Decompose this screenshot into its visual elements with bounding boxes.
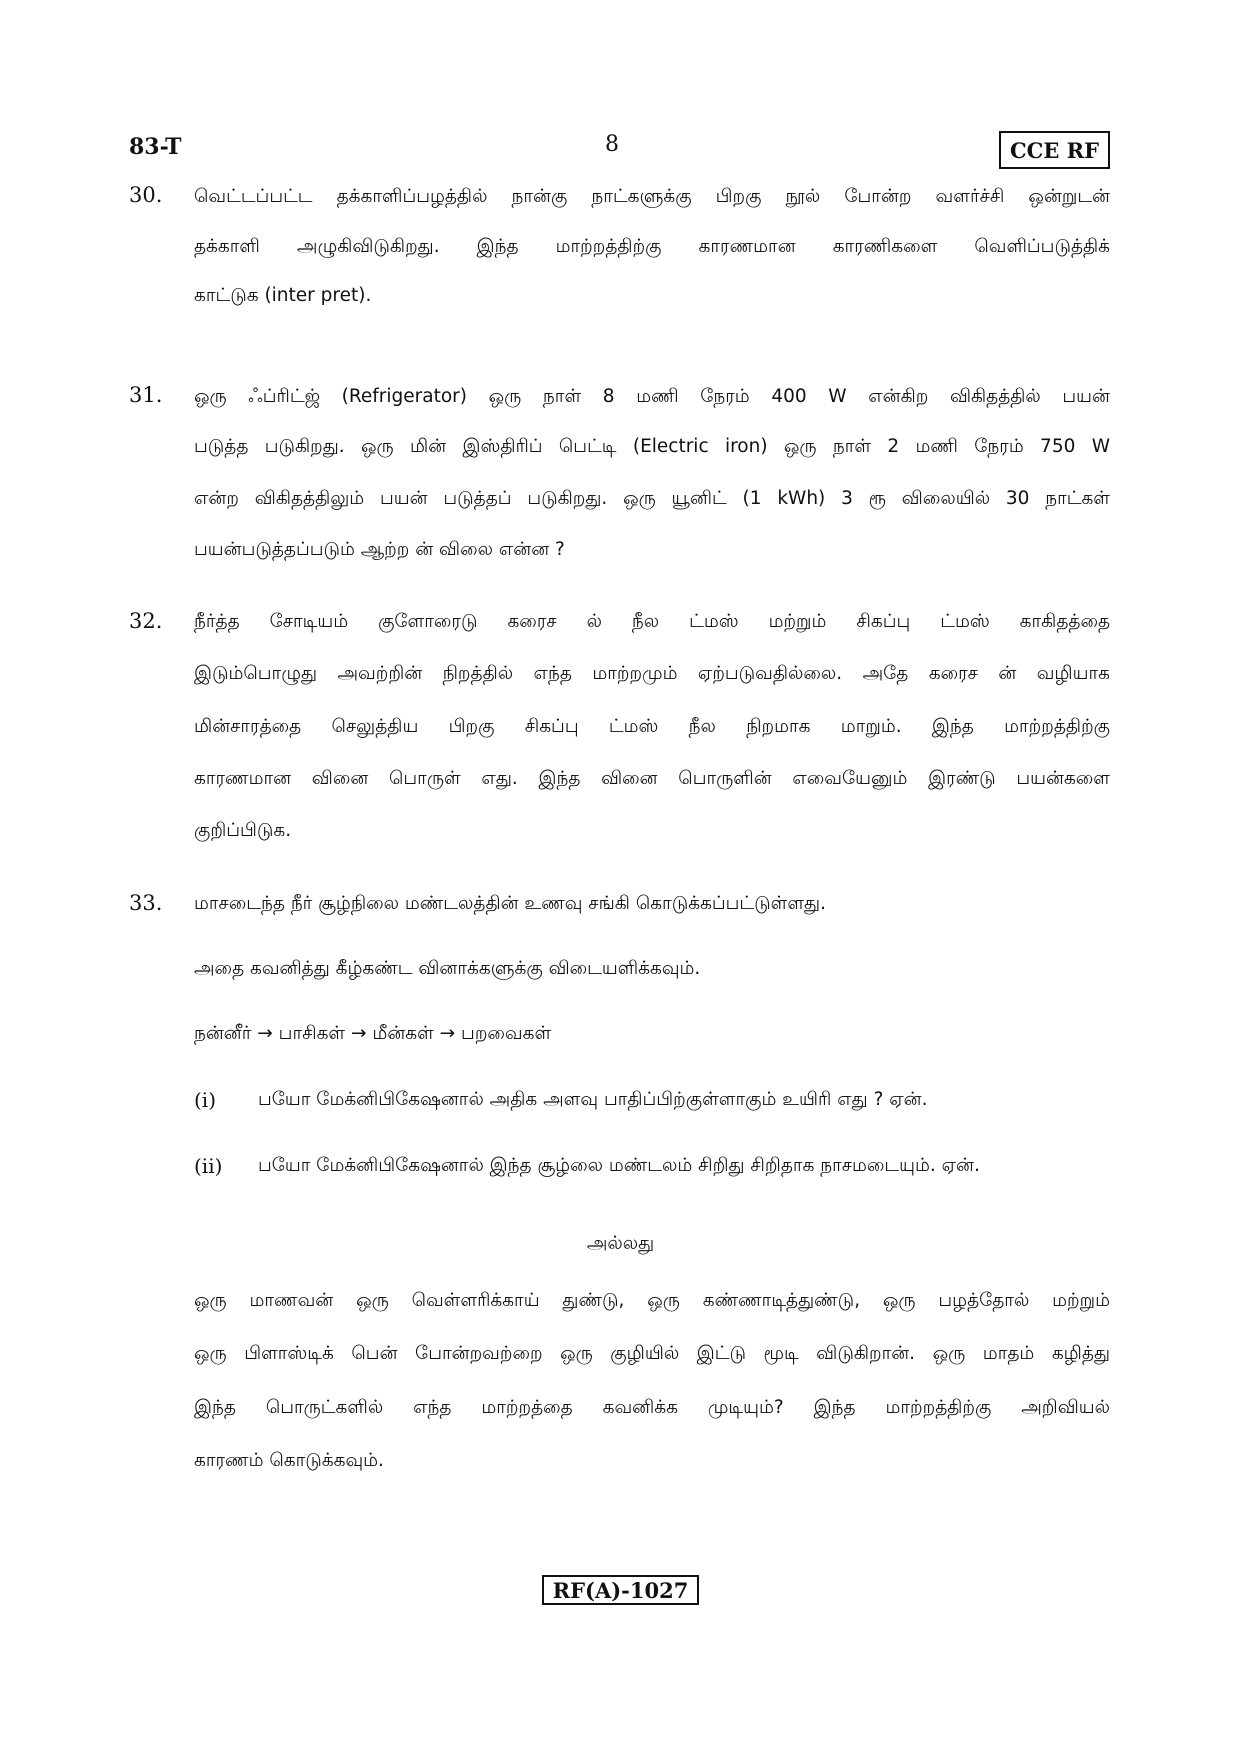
question-31-line-4: பயன்படுத்தப்படும் ஆற்ற ன் விலை என்ன ?	[194, 539, 565, 560]
alternative-line-1: ஒரு மாணவன் ஒரு வெள்ளரிக்காய் துண்டு, ஒரு கண்ணாடித்துண்டு, ஒரு பழத்தோல் மற்றும்	[194, 1290, 1110, 1311]
page-number: 8	[605, 132, 619, 157]
question-31-line-1: ஒரு ஃப்ரிட்ஜ் (Refrigerator) ஒரு நாள் 8 மணி நேரம் 400 W என்கிற விகிதத்தில் பயன்	[194, 386, 1110, 407]
question-30-line-1: வெட்டப்பட்ட தக்காளிப்பழத்தில் நான்கு நாட்களுக்கு பிறகு நூல் போன்ற வளர்ச்சி ஒன்றுடன்	[194, 186, 1110, 207]
question-31-number: 31.	[129, 383, 163, 407]
exam-tag-box	[999, 131, 1110, 169]
exam-tag-label: CCE RF	[1009, 137, 1100, 163]
question-32-number: 32.	[129, 609, 163, 633]
question-32-line-4: காரணமான வினை பொருள் எது. இந்த வினை பொருளின் எவையேனும் இரண்டு பயன்களை	[194, 768, 1110, 789]
question-30-line-3: காட்டுக (inter pret).	[194, 285, 372, 306]
sub-question-i-text: பயோ மேக்னிபிகேஷனால் அதிக அளவு பாதிப்பிற்குள்ளாகும் உயிரி எது ? ஏன்.	[258, 1089, 928, 1110]
footer-code-box	[542, 1575, 699, 1605]
alternative-line-2: ஒரு பிளாஸ்டிக் பென் போன்றவற்றை ஒரு குழியில் இட்டு மூடி விடுகிறான். ஒரு மாதம் கழித்து	[194, 1343, 1110, 1364]
question-33-number: 33.	[129, 891, 163, 915]
question-32-line-1: நீர்த்த சோடியம் குளோரைடு கரைச ல் நீல ட்மஸ் மற்றும் சிகப்பு ட்மஸ் காகிதத்தை	[194, 611, 1110, 632]
or-divider: அல்லது	[586, 1233, 655, 1254]
question-33-line-1: மாசடைந்த நீர் சூழ்நிலை மண்டலத்தின் உணவு சங்கி கொடுக்கப்பட்டுள்ளது.	[194, 893, 826, 914]
question-32-line-2: இடும்பொழுது அவற்றின் நிறத்தில் எந்த மாற்றமும் ஏற்படுவதில்லை. அதே கரைச ன் வழியாக	[194, 663, 1110, 684]
sub-question-ii-text: பயோ மேக்னிபிகேஷனால் இந்த சூழ்லை மண்டலம் சிறிது சிறிதாக நாசமடையும். ஏன்.	[258, 1155, 980, 1176]
alternative-line-3: இந்த பொருட்களில் எந்த மாற்றத்தை கவனிக்க முடியும்? இந்த மாற்றத்திற்கு அறிவியல்	[194, 1397, 1110, 1418]
footer-code: RF(A)-1027	[552, 1577, 689, 1603]
paper-code: 83-T	[129, 134, 182, 160]
question-32-line-5: குறிப்பிடுக.	[194, 820, 292, 841]
sub-question-ii-number: (ii)	[194, 1154, 223, 1178]
question-31-line-2: படுத்த படுகிறது. ஒரு மின் இஸ்திரிப் பெட்டி (Electric iron) ஒரு நாள் 2 மணி நேரம் 750 W	[194, 436, 1110, 457]
question-31-line-3: என்ற விகிதத்திலும் பயன் படுத்தப் படுகிறது. ஒரு யூனிட் (1 kWh) 3 ரூ விலையில் 30 நாட்கள்	[194, 488, 1110, 509]
alternative-line-4: காரணம் கொடுக்கவும்.	[194, 1450, 384, 1471]
sub-question-i-number: (i)	[194, 1088, 217, 1112]
food-chain: நன்னீர் → பாசிகள் → மீன்கள் → பறவைகள்	[194, 1023, 552, 1044]
question-32-line-3: மின்சாரத்தை செலுத்திய பிறகு சிகப்பு ட்மஸ் நீல நிறமாக மாறும். இந்த மாற்றத்திற்கு	[194, 716, 1110, 737]
question-30-line-2: தக்காளி அழுகிவிடுகிறது. இந்த மாற்றத்திற்கு காரணமான காரணிகளை வெளிப்படுத்திக்	[194, 236, 1110, 257]
question-33-line-2: அதை கவனித்து கீழ்கண்ட வினாக்களுக்கு விடையளிக்கவும்.	[194, 958, 701, 979]
question-30-number: 30.	[129, 183, 163, 207]
